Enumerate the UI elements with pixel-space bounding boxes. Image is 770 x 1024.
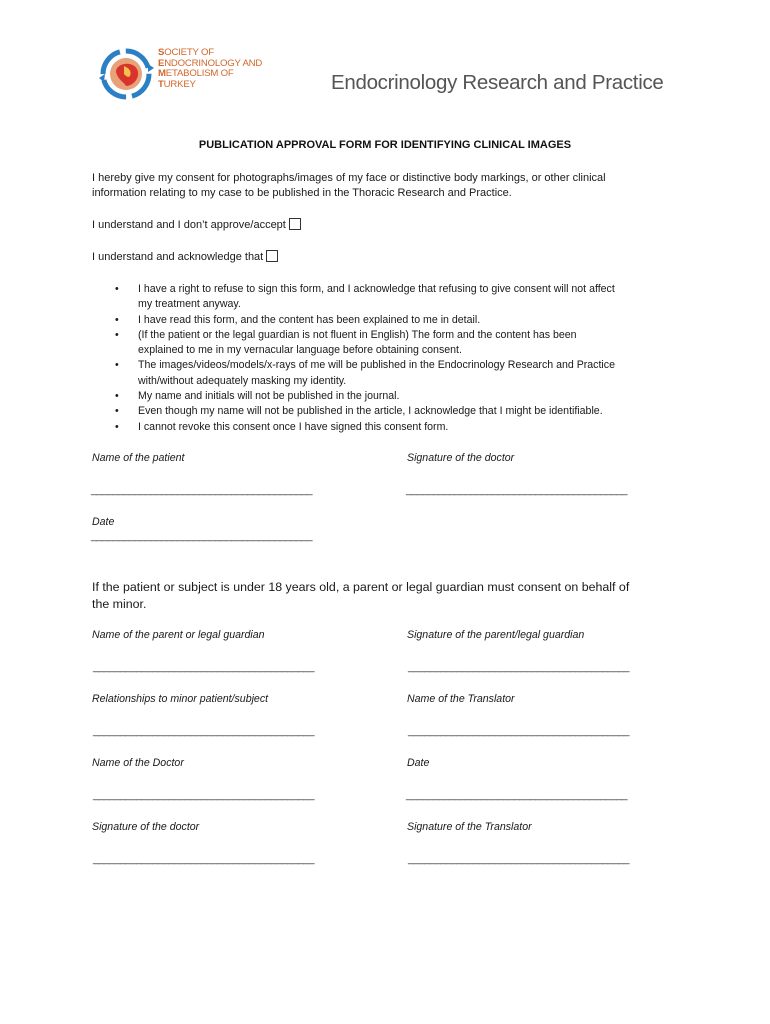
list-item: [92, 389, 692, 404]
society-word: ETABOLISM OF: [165, 68, 234, 80]
accept-checkbox[interactable]: [266, 250, 278, 262]
date2-field[interactable]: _________________________________________: [406, 789, 628, 801]
society-logo: [96, 42, 165, 104]
option-accept-label: I understand and acknowledge that: [92, 251, 264, 263]
date-field[interactable]: _________________________________________: [91, 530, 313, 542]
reject-checkbox[interactable]: [289, 218, 301, 230]
society-word: OCIETY OF: [164, 47, 214, 58]
list-item: [92, 282, 692, 313]
doctor-signature2-label: Signature of the doctor: [92, 821, 200, 833]
minor-note-line: the minor.: [92, 596, 147, 611]
list-item-text: my treatment anyway.: [138, 298, 241, 311]
translator-name-field[interactable]: _________________________________________: [408, 725, 630, 737]
option-reject: [92, 218, 301, 233]
form-title: PUBLICATION APPROVAL FORM FOR IDENTIFYING CLINICAL IMAGES: [198, 139, 572, 151]
relationship-field[interactable]: _________________________________________: [93, 725, 315, 737]
list-item-text: (If the patient or the legal guardian is not fluent in English) The form and the content has been: [138, 328, 577, 341]
list-item: [92, 328, 692, 359]
bullet: •: [115, 420, 119, 433]
doctor-signature-field[interactable]: _________________________________________: [406, 484, 628, 496]
list-item-text: with/without adequately masking my identity.: [138, 374, 347, 387]
journal-title: Endocrinology Research and Practice: [331, 71, 664, 94]
doctor-name-field[interactable]: _________________________________________: [93, 789, 315, 801]
list-item-text: Even though my name will not be published in the article, I acknowledge that I might be identifiable.: [138, 405, 603, 418]
option-reject-label: I understand and I don’t approve/accept: [92, 219, 286, 231]
guardian-signature-label: Signature of the parent/legal guardian: [407, 629, 585, 641]
guardian-name-field[interactable]: _________________________________________: [93, 661, 315, 673]
list-item-text: I have read this form, and the content has been explained to me in detail.: [138, 313, 481, 326]
consent-line: I hereby give my consent for photographs/images of my face or distinctive body markings, or other clinical: [92, 172, 606, 184]
date-label: Date: [92, 516, 115, 528]
bullet: •: [115, 359, 119, 372]
consent-statement: [92, 171, 606, 202]
list-item-text: The images/videos/models/x-rays of me will be published in the Endocrinology Research and Practice: [138, 359, 615, 372]
patient-name-field[interactable]: _________________________________________: [91, 484, 313, 496]
society-initial: T: [158, 78, 164, 90]
doctor-name-label: Name of the Doctor: [92, 757, 184, 769]
minor-consent-note: [92, 579, 682, 612]
list-item: [92, 404, 692, 419]
consent-line: information relating to my case to be published in the Thoracic Research and Practice.: [92, 187, 512, 200]
society-initial: M: [158, 68, 166, 80]
list-item-text: I have a right to refuse to sign this form, and I acknowledge that refusing to give consent will not affect: [138, 283, 615, 295]
date2-label: Date: [407, 757, 430, 769]
list-item: [92, 358, 692, 389]
society-initial: E: [158, 57, 165, 69]
option-accept: [92, 250, 278, 265]
bullet: •: [115, 283, 119, 295]
doctor-signature2-field[interactable]: _________________________________________: [93, 853, 315, 865]
translator-name-label: Name of the Translator: [407, 693, 515, 705]
doctor-signature-label: Signature of the doctor: [407, 452, 515, 464]
society-line: [158, 80, 262, 91]
translator-signature-label: Signature of the Translator: [407, 821, 532, 833]
acknowledgement-list: [92, 282, 692, 435]
society-word: URKEY: [163, 78, 196, 90]
relationship-label: Relationships to minor patient/subject: [92, 693, 269, 705]
minor-note-line: If the patient or subject is under 18 years old, a parent or legal guardian must consent on behalf of: [92, 580, 630, 594]
list-item-text: My name and initials will not be published in the journal.: [138, 390, 400, 403]
guardian-signature-field[interactable]: _________________________________________: [408, 661, 630, 673]
translator-signature-field[interactable]: _________________________________________: [408, 853, 630, 865]
list-item: [92, 313, 692, 328]
society-word: NDOCRINOLOGY AND: [164, 57, 263, 69]
list-item: [92, 420, 692, 435]
list-item-text: I cannot revoke this consent once I have signed this consent form.: [138, 420, 449, 433]
guardian-name-label: Name of the parent or legal guardian: [92, 629, 265, 641]
bullet: •: [115, 313, 119, 326]
bullet: •: [115, 328, 119, 341]
society-name: [158, 48, 262, 90]
list-item-text: explained to me in my vernacular language before obtaining consent.: [138, 344, 462, 357]
patient-name-label: Name of the patient: [92, 452, 185, 464]
bullet: •: [115, 405, 119, 418]
society-initial: S: [158, 47, 165, 58]
bullet: •: [115, 390, 119, 403]
